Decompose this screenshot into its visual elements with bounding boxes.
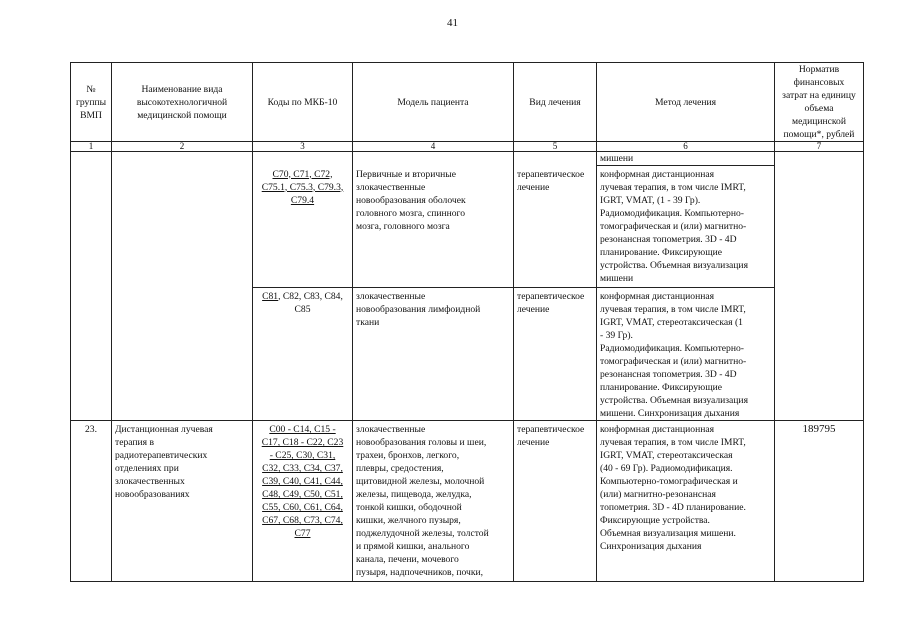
cell-line: лечение bbox=[517, 437, 550, 448]
cell-line: и прямой кишки, анального bbox=[356, 541, 470, 552]
cell-line: лечение bbox=[517, 304, 550, 315]
column-number: 7 bbox=[775, 142, 864, 152]
column-number: 3 bbox=[253, 142, 353, 152]
column-number: 5 bbox=[514, 142, 597, 152]
cell-line: лечение bbox=[517, 181, 550, 193]
cell-line: Первичные и вторичные bbox=[356, 168, 456, 180]
cell-line: IGRT, VMAT, (1 - 39 Гр). bbox=[600, 195, 701, 206]
cell-line: лучевая терапия, в том числе IMRT, bbox=[600, 437, 746, 448]
cell-line: злокачественных bbox=[115, 476, 185, 487]
group-cell bbox=[71, 152, 112, 421]
cell-line: С17, С18 - С22, С23 bbox=[261, 437, 344, 448]
cell-line: Компьютерно-томографическая и bbox=[600, 476, 738, 487]
cell-line: (или) магнитно-резонансная bbox=[600, 489, 716, 500]
header-model bbox=[353, 63, 514, 142]
cell-line: медицинской помощи bbox=[137, 109, 227, 121]
cell-line: Радиомодификация. Компьютерно- bbox=[600, 208, 744, 219]
cell-line: новообразования оболочек bbox=[356, 194, 466, 206]
cell-line: конформная дистанционная bbox=[600, 291, 715, 302]
cell-line: железы, пищевода, желудка, bbox=[356, 489, 472, 500]
cell-line: С85 bbox=[294, 304, 311, 315]
cell-line: топометрия. 3D - 4D планирование. bbox=[600, 502, 746, 513]
cell-line: терапия в bbox=[115, 437, 154, 448]
type-cell bbox=[514, 152, 597, 166]
cell-line: лучевая терапия, в том числе IMRT, bbox=[600, 304, 746, 315]
cell-line: Синхронизация дыхания bbox=[600, 541, 702, 552]
cell-line: IGRT, VMAT, стереотаксическая bbox=[600, 450, 733, 461]
cell-line: устройства. Объемная визуализация bbox=[600, 395, 748, 406]
cell-line: С81, С82, С83, С84, bbox=[262, 291, 343, 302]
codes-cell bbox=[253, 152, 353, 166]
cell-line: терапевтическое bbox=[517, 424, 585, 435]
cell-line: - 39 Гр). bbox=[600, 330, 633, 341]
cell-line: кишки, желчного пузыря, bbox=[356, 515, 461, 526]
cell-line: злокачественные bbox=[356, 181, 426, 193]
cell-line: С55, С60, С61, С64, bbox=[262, 502, 343, 513]
cell-line: Наименование вида bbox=[141, 83, 223, 95]
header-cost bbox=[775, 63, 864, 142]
cell-line: С79.4 bbox=[290, 194, 315, 206]
cell-line: С48, С49, С50, С51, bbox=[262, 489, 343, 500]
cell-line: планирование. Фиксирующие bbox=[600, 382, 722, 393]
cost-cell: 189795 bbox=[775, 421, 864, 582]
cell-line: мозга, головного мозга bbox=[356, 220, 450, 232]
cell-line: терапевтическое bbox=[517, 291, 585, 302]
cell-line: С75.1, С75.3, С79.3, bbox=[261, 181, 344, 193]
method-cell bbox=[597, 152, 775, 166]
method-cell bbox=[597, 421, 775, 582]
page-number: 41 bbox=[447, 17, 458, 29]
header-group bbox=[71, 63, 112, 142]
cell-line: лучевая терапия, в том числе IMRT, bbox=[600, 182, 746, 193]
cell-line: конформная дистанционная bbox=[600, 169, 715, 180]
type-cell bbox=[514, 166, 597, 288]
cell-line: Дистанционная лучевая bbox=[115, 424, 213, 435]
cell-line: мишени. Синхронизация дыхания bbox=[600, 408, 740, 419]
column-number: 6 bbox=[597, 142, 775, 152]
vmp-table bbox=[70, 62, 864, 582]
header-name bbox=[112, 63, 253, 142]
method-cell bbox=[597, 288, 775, 421]
cell-line: Метод лечения bbox=[654, 96, 717, 108]
cell-line: ткани bbox=[356, 317, 380, 328]
cell-line: С67, С68, С73, С74, bbox=[262, 515, 343, 526]
cell-line: затрат на единицу bbox=[782, 90, 856, 101]
cell-line: Коды по МКБ-10 bbox=[267, 96, 338, 108]
cell-line: Радиомодификация. Компьютерно- bbox=[600, 343, 744, 354]
codes-cell bbox=[253, 421, 353, 582]
header-type bbox=[514, 63, 597, 142]
table-row bbox=[71, 421, 864, 582]
cell-line: медицинской bbox=[792, 116, 846, 127]
model-cell bbox=[353, 421, 514, 582]
name-cell bbox=[112, 152, 253, 421]
cell-line: планирование. Фиксирующие bbox=[600, 247, 722, 258]
type-cell bbox=[514, 288, 597, 421]
model-cell bbox=[353, 166, 514, 288]
cell-line: (40 - 69 Гр). Радиомодификация. bbox=[600, 463, 733, 474]
cell-line: С70, С71, С72, bbox=[272, 168, 333, 180]
cell-line: злокачественные bbox=[356, 424, 426, 435]
cell-line: терапевтическое bbox=[517, 168, 585, 180]
codes-cell bbox=[253, 288, 353, 421]
cell-line: тонкой кишки, ободочной bbox=[356, 502, 462, 513]
cell-line: томографическая и (или) магнитно- bbox=[600, 356, 747, 367]
cell-line: мишени bbox=[600, 273, 634, 284]
cell-line: канала, печени, мочевого bbox=[356, 554, 459, 565]
cell-line: резонансная топометрия. 3D - 4D bbox=[600, 234, 737, 245]
type-cell bbox=[514, 421, 597, 582]
cell-line: помощи*, рублей bbox=[783, 129, 855, 140]
cell-line: резонансная топометрия. 3D - 4D bbox=[600, 369, 737, 380]
cell-line: отделениях при bbox=[115, 463, 179, 474]
cell-line: томографическая и (или) магнитно- bbox=[600, 221, 747, 232]
cell-line: устройства. Объемная визуализация bbox=[600, 260, 748, 271]
cell-line: - С25, С30, С31, bbox=[269, 450, 336, 461]
cell-line: мишени bbox=[600, 153, 634, 164]
group-cell: 23. bbox=[71, 421, 112, 582]
cell-line: С00 - С14, С15 - bbox=[269, 424, 336, 435]
cell-line: финансовых bbox=[793, 77, 845, 88]
column-number-row bbox=[71, 142, 864, 152]
cell-line: радиотерапевтических bbox=[115, 450, 208, 461]
cell-line: группы bbox=[75, 96, 107, 108]
name-cell bbox=[112, 421, 253, 582]
cell-line: ВМП bbox=[80, 109, 102, 121]
header-codes bbox=[253, 63, 353, 142]
cell-line: головного мозга, спинного bbox=[356, 207, 466, 219]
cell-line: Вид лечения bbox=[529, 96, 581, 108]
cell-line: С32, С33, С34, С37, bbox=[262, 463, 343, 474]
method-cell bbox=[597, 166, 775, 288]
codes-cell bbox=[253, 166, 353, 288]
cell-line: трахеи, бронхов, легкого, bbox=[356, 450, 460, 461]
cell-line: С77 bbox=[294, 528, 311, 539]
cell-line: № bbox=[86, 83, 96, 95]
column-number: 4 bbox=[353, 142, 514, 152]
cost-cell bbox=[775, 152, 864, 421]
model-cell bbox=[353, 152, 514, 166]
cell-line: Норматив bbox=[798, 64, 840, 75]
column-number: 2 bbox=[112, 142, 253, 152]
cell-line: Объемная визуализация мишени. bbox=[600, 528, 736, 539]
header-method bbox=[597, 63, 775, 142]
cell-line: IGRT, VMAT, стереотаксическая (1 bbox=[600, 317, 743, 328]
cell-line: плевры, средостения, bbox=[356, 463, 444, 474]
cell-line: высокотехнологичной bbox=[136, 96, 228, 108]
column-number: 1 bbox=[71, 142, 112, 152]
cell-line: щитовидной железы, молочной bbox=[356, 476, 485, 487]
table-row bbox=[71, 152, 864, 166]
cell-line: поджелудочной железы, толстой bbox=[356, 528, 489, 539]
cell-line: С39, С40, С41, С44, bbox=[262, 476, 343, 487]
cell-line: конформная дистанционная bbox=[600, 424, 715, 435]
cell-line: новообразования головы и шеи, bbox=[356, 437, 487, 448]
cell-line: Фиксирующие устройства. bbox=[600, 515, 710, 526]
header-row bbox=[71, 63, 864, 142]
cell-line: новообразования лимфоидной bbox=[356, 304, 481, 315]
cell-line: пузыря, надпочечников, почки, bbox=[356, 567, 484, 578]
model-cell bbox=[353, 288, 514, 421]
cell-line: объема bbox=[804, 103, 834, 114]
cell-line: злокачественные bbox=[356, 291, 426, 302]
cell-line: новообразованиях bbox=[115, 489, 190, 500]
cell-line: Модель пациента bbox=[397, 96, 469, 108]
